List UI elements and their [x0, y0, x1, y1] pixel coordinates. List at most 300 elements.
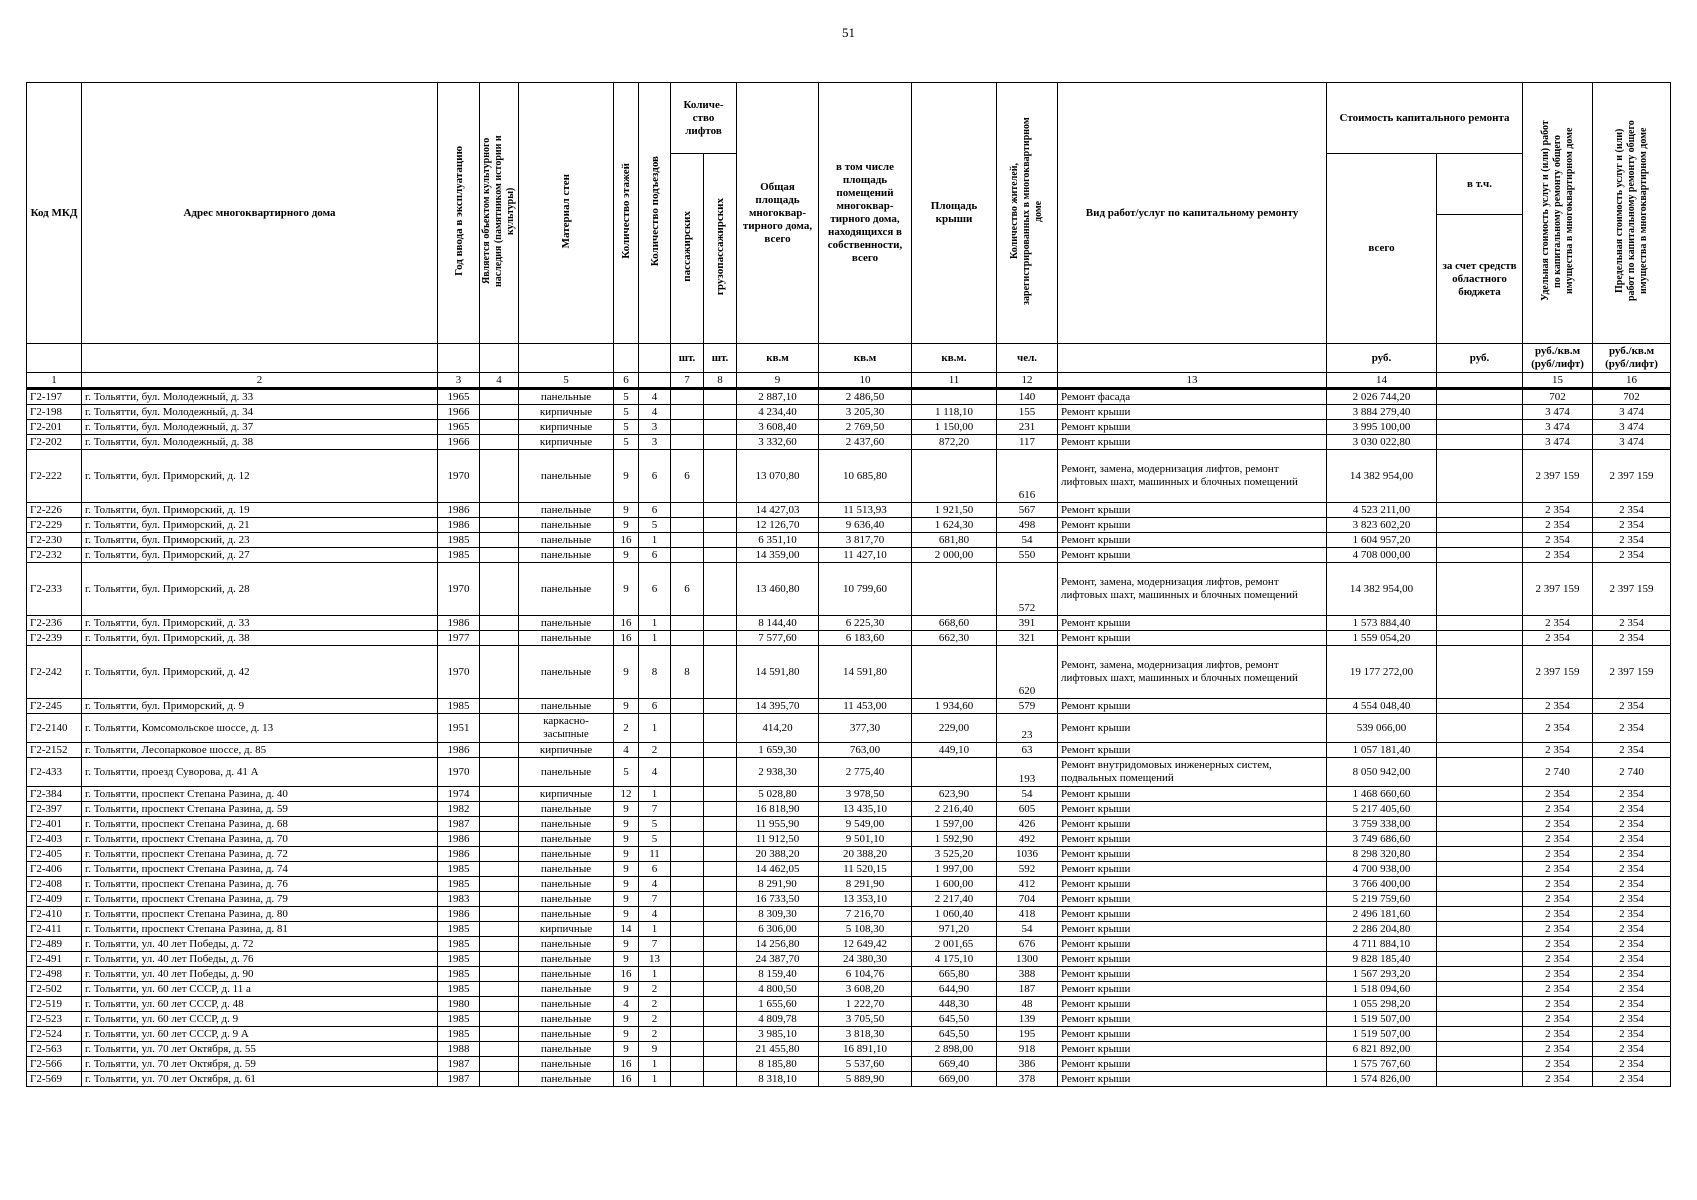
cell-roof: 669,00	[912, 1072, 997, 1087]
cell-material: панельные	[519, 563, 614, 616]
cell-entrances: 4	[639, 907, 671, 922]
cell-code: Г2-2140	[27, 714, 82, 743]
cell-unit: 2 354	[1523, 787, 1593, 802]
cell-empty	[704, 714, 737, 743]
cell-limit: 2 354	[1593, 1027, 1671, 1042]
cell-owned: 24 380,30	[819, 952, 912, 967]
table-row	[27, 787, 1671, 802]
column-number: 9	[737, 373, 819, 389]
cell-residents: 1300	[997, 952, 1058, 967]
column-number: 7	[671, 373, 704, 389]
cell-pass	[671, 420, 704, 435]
cell-year: 1986	[438, 847, 480, 862]
table-row	[27, 743, 1671, 758]
cell-address: г. Тольятти, бул. Приморский, д. 9	[82, 699, 438, 714]
cell-total: 1 659,30	[737, 743, 819, 758]
cell-floors: 5	[614, 389, 639, 405]
cell-residents: 54	[997, 533, 1058, 548]
cell-material: панельные	[519, 758, 614, 787]
cell-pass	[671, 631, 704, 646]
cell-material: панельные	[519, 1012, 614, 1027]
cell-empty	[1437, 892, 1523, 907]
cell-unit: 2 354	[1523, 699, 1593, 714]
cell-residents: 592	[997, 862, 1058, 877]
cell-material: кирпичные	[519, 743, 614, 758]
cell-material: панельные	[519, 616, 614, 631]
cell-work: Ремонт крыши	[1058, 787, 1327, 802]
cell-entrances: 6	[639, 548, 671, 563]
cell-unit: 702	[1523, 389, 1593, 405]
cell-year: 1985	[438, 1012, 480, 1027]
cell-owned: 5 108,30	[819, 922, 912, 937]
cell-roof: 665,80	[912, 967, 997, 982]
table-row	[27, 1042, 1671, 1057]
cell-owned: 16 891,10	[819, 1042, 912, 1057]
cell-year: 1985	[438, 862, 480, 877]
table-row	[27, 503, 1671, 518]
cell-pass	[671, 389, 704, 405]
cell-cost: 1 567 293,20	[1327, 967, 1437, 982]
cell-unit: 2 397 159	[1523, 563, 1593, 616]
cell-residents: 48	[997, 997, 1058, 1012]
cell-total: 1 655,60	[737, 997, 819, 1012]
cell-pass	[671, 982, 704, 997]
cell-empty	[1437, 1072, 1523, 1087]
cell-limit: 2 354	[1593, 817, 1671, 832]
cell-total: 16 733,50	[737, 892, 819, 907]
cell-owned: 2 437,60	[819, 435, 912, 450]
cell-owned: 3 978,50	[819, 787, 912, 802]
cell-cost: 1 519 507,00	[1327, 1027, 1437, 1042]
table-body	[27, 389, 1671, 1087]
cell-work: Ремонт крыши	[1058, 982, 1327, 997]
cell-floors: 9	[614, 1042, 639, 1057]
cell-empty	[704, 518, 737, 533]
cell-entrances: 3	[639, 420, 671, 435]
cell-year: 1988	[438, 1042, 480, 1057]
cell-pass	[671, 548, 704, 563]
cell-code: Г2-409	[27, 892, 82, 907]
cell-owned: 8 291,90	[819, 877, 912, 892]
cell-residents: 704	[997, 892, 1058, 907]
cell-code: Г2-233	[27, 563, 82, 616]
column-number: 5	[519, 373, 614, 389]
cell-empty	[480, 743, 519, 758]
cell-code: Г2-410	[27, 907, 82, 922]
cell-owned: 11 427,10	[819, 548, 912, 563]
capital-repair-table	[26, 82, 1671, 1087]
cell-unit: 2 354	[1523, 997, 1593, 1012]
cell-empty	[1437, 952, 1523, 967]
cell-unit: 2 354	[1523, 967, 1593, 982]
cell-roof: 1 921,50	[912, 503, 997, 518]
cell-residents: 54	[997, 922, 1058, 937]
cell-address: г. Тольятти, бул. Приморский, д. 33	[82, 616, 438, 631]
cell-unit: 2 354	[1523, 518, 1593, 533]
table-row	[27, 907, 1671, 922]
cell-entrances: 1	[639, 1057, 671, 1072]
cell-pass: 8	[671, 646, 704, 699]
cell-cost: 1 604 957,20	[1327, 533, 1437, 548]
cell-address: г. Тольятти, бул. Молодежный, д. 37	[82, 420, 438, 435]
cell-cost: 2 496 181,60	[1327, 907, 1437, 922]
cell-total: 13 070,80	[737, 450, 819, 503]
cell-total: 21 455,80	[737, 1042, 819, 1057]
cell-year: 1970	[438, 563, 480, 616]
cell-year: 1986	[438, 743, 480, 758]
cell-floors: 9	[614, 450, 639, 503]
cell-entrances: 8	[639, 646, 671, 699]
cell-material: панельные	[519, 847, 614, 862]
cell-year: 1985	[438, 937, 480, 952]
table-row	[27, 802, 1671, 817]
cell-material: панельные	[519, 952, 614, 967]
cell-floors: 9	[614, 877, 639, 892]
cell-work: Ремонт внутридомовых инженерных систем, подвальных помещений	[1058, 758, 1327, 787]
cell-unit: 2 354	[1523, 548, 1593, 563]
cell-roof: 1 118,10	[912, 405, 997, 420]
unit-people: чел.	[997, 344, 1058, 373]
cell-limit: 3 474	[1593, 435, 1671, 450]
cell-entrances: 6	[639, 450, 671, 503]
cell-material: панельные	[519, 631, 614, 646]
cell-residents: 386	[997, 1057, 1058, 1072]
cell-code: Г2-405	[27, 847, 82, 862]
cell-year: 1986	[438, 616, 480, 631]
cell-pass	[671, 907, 704, 922]
header-entrances: Количество подъездов	[639, 83, 671, 344]
column-number: 11	[912, 373, 997, 389]
cell-pass	[671, 518, 704, 533]
cell-address: г. Тольятти, ул. 60 лет СССР, д. 9	[82, 1012, 438, 1027]
unit-rate: руб./кв.м (руб/лифт)	[1593, 344, 1671, 373]
cell-floors: 2	[614, 714, 639, 743]
cell-floors: 5	[614, 435, 639, 450]
cell-total: 11 955,90	[737, 817, 819, 832]
cell-year: 1987	[438, 817, 480, 832]
cell-floors: 9	[614, 518, 639, 533]
cell-entrances: 3	[639, 435, 671, 450]
cell-floors: 9	[614, 982, 639, 997]
cell-year: 1986	[438, 907, 480, 922]
cell-address: г. Тольятти, ул. 60 лет СССР, д. 11 а	[82, 982, 438, 997]
cell-address: г. Тольятти, проспект Степана Разина, д. 76	[82, 877, 438, 892]
cell-work: Ремонт крыши	[1058, 892, 1327, 907]
cell-year: 1986	[438, 518, 480, 533]
cell-cost: 8 298 320,80	[1327, 847, 1437, 862]
cell-year: 1980	[438, 997, 480, 1012]
cell-cost: 1 519 507,00	[1327, 1012, 1437, 1027]
cell-limit: 2 354	[1593, 937, 1671, 952]
cell-residents: 426	[997, 817, 1058, 832]
cell-floors: 9	[614, 563, 639, 616]
cell-entrances: 6	[639, 699, 671, 714]
cell-code: Г2-524	[27, 1027, 82, 1042]
table-row	[27, 758, 1671, 787]
header-residents: Количество жителей, зарегистрированных в многоквартирном доме	[997, 83, 1058, 344]
cell-empty	[480, 892, 519, 907]
cell-work: Ремонт крыши	[1058, 847, 1327, 862]
cell-year: 1985	[438, 1027, 480, 1042]
cell-cost: 3 823 602,20	[1327, 518, 1437, 533]
cell-floors: 9	[614, 907, 639, 922]
table-row	[27, 937, 1671, 952]
cell-roof	[912, 646, 997, 699]
cell-cost: 6 821 892,00	[1327, 1042, 1437, 1057]
cell-floors: 9	[614, 548, 639, 563]
cell-entrances: 7	[639, 937, 671, 952]
cell-residents: 412	[997, 877, 1058, 892]
cell-work: Ремонт крыши	[1058, 877, 1327, 892]
cell-year: 1986	[438, 503, 480, 518]
cell-year: 1966	[438, 405, 480, 420]
cell-pass	[671, 922, 704, 937]
cell-address: г. Тольятти, проспект Степана Разина, д. 81	[82, 922, 438, 937]
cell-year: 1985	[438, 952, 480, 967]
cell-cost: 4 708 000,00	[1327, 548, 1437, 563]
table-row	[27, 952, 1671, 967]
cell-entrances: 5	[639, 817, 671, 832]
table-row	[27, 563, 1671, 616]
cell-entrances: 1	[639, 616, 671, 631]
cell-unit: 3 474	[1523, 420, 1593, 435]
cell-pass	[671, 758, 704, 787]
cell-code: Г2-401	[27, 817, 82, 832]
cell-limit: 2 354	[1593, 548, 1671, 563]
unit-sqm: кв.м	[737, 344, 819, 373]
cell-empty	[1437, 616, 1523, 631]
cell-work: Ремонт, замена, модернизация лифтов, ремонт лифтовых шахт, машинных и блочных помещений	[1058, 563, 1327, 616]
cell-empty	[1437, 1012, 1523, 1027]
cell-cost: 14 382 954,00	[1327, 563, 1437, 616]
table-row	[27, 533, 1671, 548]
cell-owned: 5 889,90	[819, 1072, 912, 1087]
cell-owned: 11 513,93	[819, 503, 912, 518]
table-row	[27, 518, 1671, 533]
cell-empty	[1437, 389, 1523, 405]
cell-empty	[704, 1027, 737, 1042]
cell-empty	[1437, 997, 1523, 1012]
cell-floors: 9	[614, 892, 639, 907]
cell-unit: 2 354	[1523, 952, 1593, 967]
table-row	[27, 877, 1671, 892]
cell-address: г. Тольятти, ул. 70 лет Октября, д. 55	[82, 1042, 438, 1057]
cell-cost: 19 177 272,00	[1327, 646, 1437, 699]
cell-empty	[704, 847, 737, 862]
cell-empty	[1437, 533, 1523, 548]
cell-roof: 662,30	[912, 631, 997, 646]
table-row	[27, 420, 1671, 435]
cell-floors: 9	[614, 937, 639, 952]
cell-address: г. Тольятти, проспект Степана Разина, д. 40	[82, 787, 438, 802]
cell-empty	[704, 548, 737, 563]
cell-floors: 5	[614, 420, 639, 435]
table-row	[27, 832, 1671, 847]
cell-address: г. Тольятти, Комсомольское шоссе, д. 13	[82, 714, 438, 743]
cell-total: 8 159,40	[737, 967, 819, 982]
cell-limit: 2 354	[1593, 907, 1671, 922]
cell-residents: 572	[997, 563, 1058, 616]
cell-total: 414,20	[737, 714, 819, 743]
cell-material: панельные	[519, 548, 614, 563]
cell-roof: 971,20	[912, 922, 997, 937]
cell-residents: 418	[997, 907, 1058, 922]
table-row	[27, 435, 1671, 450]
cell-empty	[704, 1072, 737, 1087]
cell-cost: 3 995 100,00	[1327, 420, 1437, 435]
cell-entrances: 4	[639, 389, 671, 405]
cell-unit: 2 354	[1523, 832, 1593, 847]
cell-material: панельные	[519, 907, 614, 922]
unit-pcs: шт.	[671, 344, 704, 373]
header-roof-area: Площадь крыши	[912, 83, 997, 344]
header-code: Код МКД	[27, 83, 82, 344]
cell-owned: 6 183,60	[819, 631, 912, 646]
cell-work: Ремонт крыши	[1058, 420, 1327, 435]
cell-total: 16 818,90	[737, 802, 819, 817]
cell-empty	[480, 646, 519, 699]
cell-code: Г2-397	[27, 802, 82, 817]
cell-empty	[480, 389, 519, 405]
cell-pass	[671, 1027, 704, 1042]
cell-pass	[671, 1042, 704, 1057]
cell-address: г. Тольятти, бул. Приморский, д. 23	[82, 533, 438, 548]
cell-owned: 12 649,42	[819, 937, 912, 952]
cell-work: Ремонт крыши	[1058, 1027, 1327, 1042]
cell-empty	[704, 877, 737, 892]
cell-address: г. Тольятти, бул. Приморский, д. 42	[82, 646, 438, 699]
cell-pass	[671, 877, 704, 892]
cell-address: г. Тольятти, бул. Молодежный, д. 34	[82, 405, 438, 420]
cell-material: панельные	[519, 450, 614, 503]
cell-empty	[1437, 937, 1523, 952]
cell-entrances: 2	[639, 997, 671, 1012]
table-row	[27, 967, 1671, 982]
cell-empty	[1437, 420, 1523, 435]
cell-material: панельные	[519, 832, 614, 847]
cell-material: панельные	[519, 877, 614, 892]
cell-total: 3 332,60	[737, 435, 819, 450]
cell-address: г. Тольятти, проспект Степана Разина, д. 70	[82, 832, 438, 847]
cell-unit: 2 354	[1523, 817, 1593, 832]
cell-pass	[671, 699, 704, 714]
cell-cost: 4 554 048,40	[1327, 699, 1437, 714]
cell-year: 1951	[438, 714, 480, 743]
cell-material: панельные	[519, 982, 614, 997]
table-row	[27, 616, 1671, 631]
cell-owned: 6 225,30	[819, 616, 912, 631]
cell-cost: 1 468 660,60	[1327, 787, 1437, 802]
cell-address: г. Тольятти, бул. Приморский, д. 38	[82, 631, 438, 646]
cell-floors: 4	[614, 997, 639, 1012]
header-limit-cost: Предельная стоимость услуг и (или) работ по капитальному ремонту общего имущества в многоквартирном доме	[1593, 83, 1671, 344]
cell-work: Ремонт крыши	[1058, 922, 1327, 937]
cell-entrances: 2	[639, 743, 671, 758]
cell-empty	[480, 1057, 519, 1072]
cell-year: 1985	[438, 548, 480, 563]
table-row	[27, 1072, 1671, 1087]
cell-empty	[480, 982, 519, 997]
cell-cost: 3 030 022,80	[1327, 435, 1437, 450]
unit-pcs: шт.	[704, 344, 737, 373]
cell-unit: 2 740	[1523, 758, 1593, 787]
cell-empty	[704, 892, 737, 907]
header-lifts-passenger: пассажирских	[671, 154, 704, 344]
cell-cost: 1 575 767,60	[1327, 1057, 1437, 1072]
cell-residents: 620	[997, 646, 1058, 699]
cell-work: Ремонт крыши	[1058, 1057, 1327, 1072]
cell-roof: 1 600,00	[912, 877, 997, 892]
cell-entrances: 1	[639, 967, 671, 982]
cell-pass	[671, 967, 704, 982]
table-row	[27, 450, 1671, 503]
cell-material: панельные	[519, 503, 614, 518]
cell-unit: 2 354	[1523, 802, 1593, 817]
cell-empty	[704, 997, 737, 1012]
cell-total: 14 395,70	[737, 699, 819, 714]
cell-residents: 117	[997, 435, 1058, 450]
cell-total: 14 256,80	[737, 937, 819, 952]
cell-cost: 3 884 279,40	[1327, 405, 1437, 420]
cell-pass	[671, 832, 704, 847]
cell-pass	[671, 787, 704, 802]
cell-pass	[671, 937, 704, 952]
cell-residents: 54	[997, 787, 1058, 802]
cell-work: Ремонт крыши	[1058, 802, 1327, 817]
cell-roof: 229,00	[912, 714, 997, 743]
cell-cost: 1 518 094,60	[1327, 982, 1437, 997]
cell-roof: 2 000,00	[912, 548, 997, 563]
cell-year: 1986	[438, 832, 480, 847]
cell-roof: 668,60	[912, 616, 997, 631]
cell-work: Ремонт крыши	[1058, 548, 1327, 563]
cell-empty	[480, 631, 519, 646]
cell-roof: 645,50	[912, 1027, 997, 1042]
cell-work: Ремонт крыши	[1058, 937, 1327, 952]
cell-cost: 3 759 338,00	[1327, 817, 1437, 832]
column-number: 16	[1593, 373, 1671, 389]
cell-limit: 2 354	[1593, 967, 1671, 982]
cell-residents: 378	[997, 1072, 1058, 1087]
cell-empty	[480, 877, 519, 892]
cell-total: 14 427,03	[737, 503, 819, 518]
cell-owned: 13 353,10	[819, 892, 912, 907]
cell-cost: 1 055 298,20	[1327, 997, 1437, 1012]
cell-unit: 2 354	[1523, 1012, 1593, 1027]
cell-empty	[480, 1042, 519, 1057]
cell-code: Г2-411	[27, 922, 82, 937]
cell-total: 5 028,80	[737, 787, 819, 802]
cell-address: г. Тольятти, бул. Молодежный, д. 33	[82, 389, 438, 405]
cell-empty	[1437, 518, 1523, 533]
cell-code: Г2-523	[27, 1012, 82, 1027]
cell-empty	[704, 533, 737, 548]
cell-empty	[480, 1012, 519, 1027]
cell-empty	[1437, 450, 1523, 503]
cell-limit: 2 354	[1593, 1057, 1671, 1072]
cell-owned: 1 222,70	[819, 997, 912, 1012]
cell-empty	[1437, 982, 1523, 997]
cell-entrances: 4	[639, 877, 671, 892]
table-row	[27, 699, 1671, 714]
header-owned-area: в том числе площадь помещений многоквар-тирного дома, находящихся в собственности, всего	[819, 83, 912, 344]
header-address: Адрес многоквартирного дома	[82, 83, 438, 344]
cell-empty	[1437, 548, 1523, 563]
cell-empty	[480, 922, 519, 937]
table-row	[27, 892, 1671, 907]
cell-address: г. Тольятти, проезд Суворова, д. 41 А	[82, 758, 438, 787]
cell-total: 8 144,40	[737, 616, 819, 631]
